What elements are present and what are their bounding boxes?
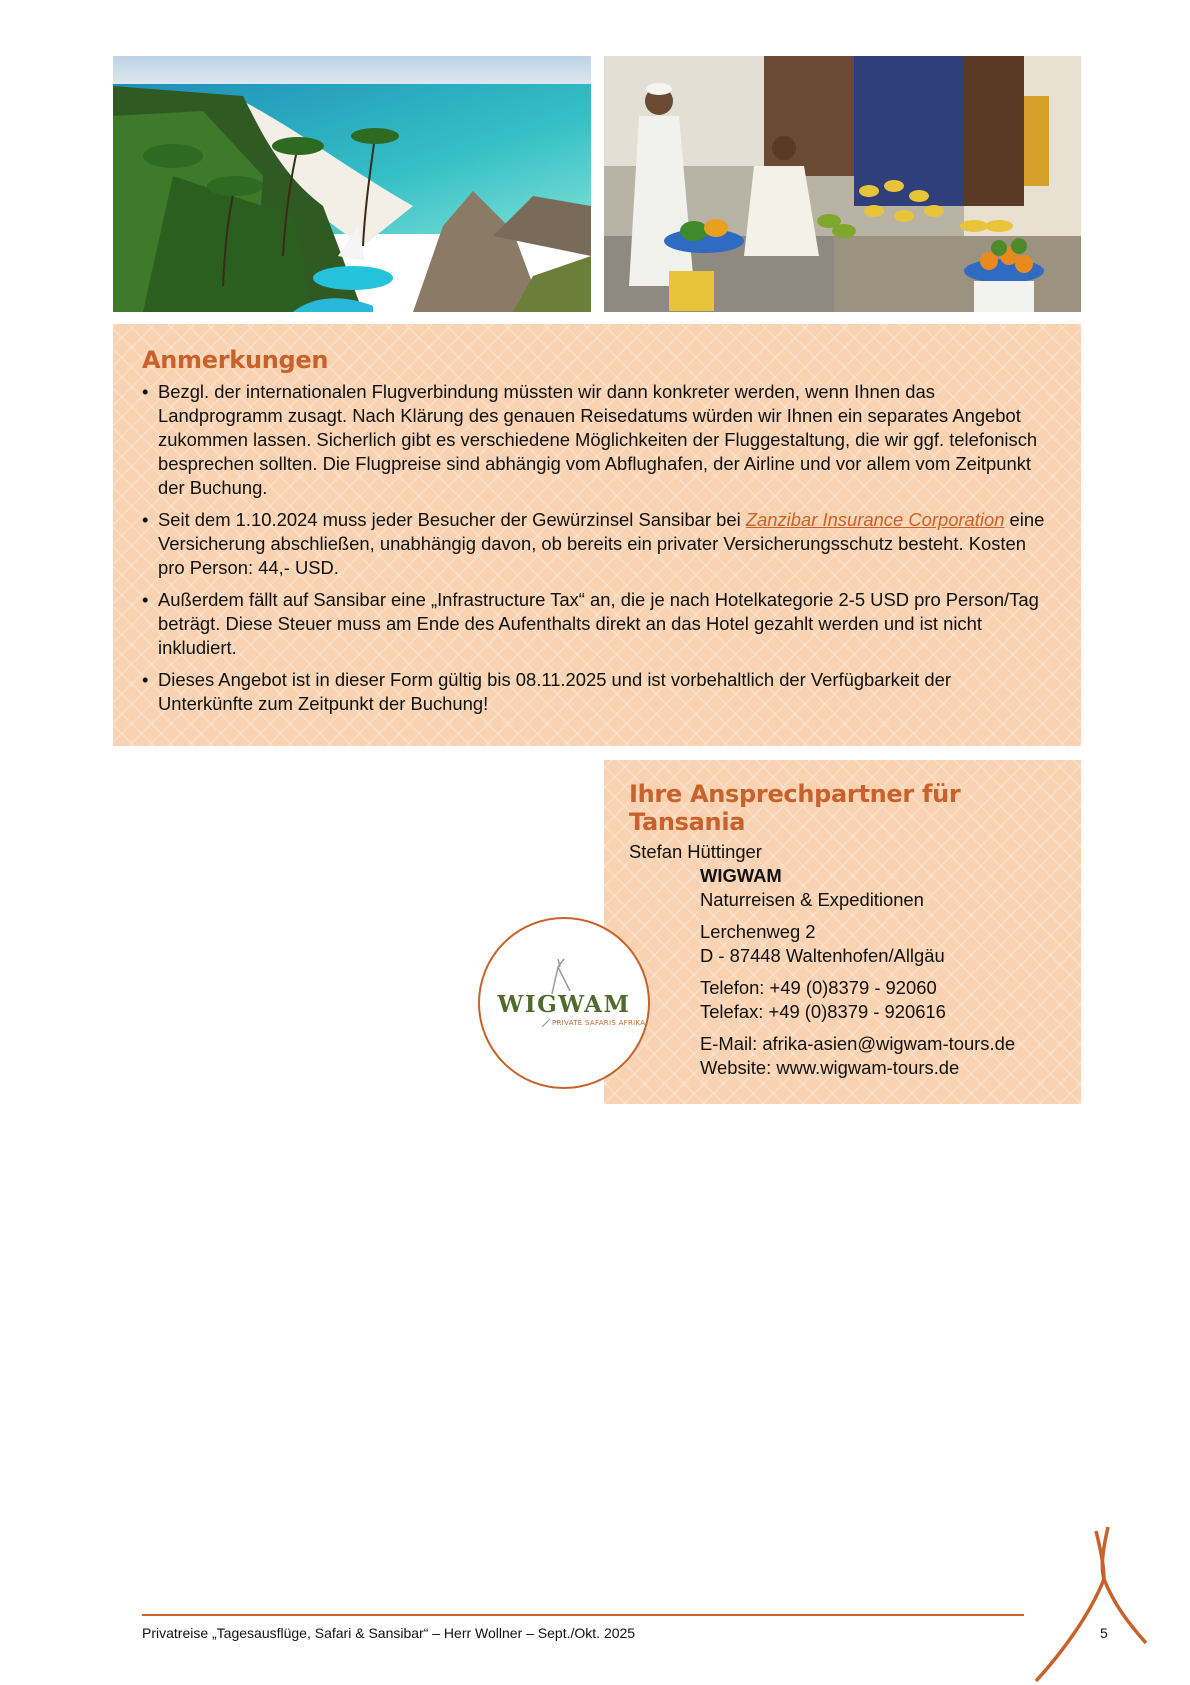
company-subtitle: Naturreisen & Expeditionen bbox=[700, 889, 924, 910]
notes-list bbox=[142, 380, 1051, 716]
page-number: 5 bbox=[1100, 1625, 1108, 1641]
wigwam-logo bbox=[478, 917, 650, 1089]
tent-pole-icon bbox=[1030, 1525, 1150, 1685]
fax: Telefax: +49 (0)8379 - 920616 bbox=[700, 1001, 946, 1022]
notes-heading: Anmerkungen bbox=[142, 346, 329, 374]
company-name: WIGWAM bbox=[700, 865, 782, 886]
contact-panel bbox=[604, 760, 1081, 1104]
footer-divider bbox=[142, 1614, 1024, 1616]
email[interactable]: E-Mail: afrika-asien@wigwam-tours.de bbox=[700, 1033, 1016, 1054]
city: D - 87448 Waltenhofen/Allgäu bbox=[700, 945, 945, 966]
footer-text: Privatreise „Tagesausflüge, Safari & Sansibar“ – Herr Wollner – Sept./Okt. 2025 bbox=[142, 1625, 636, 1641]
list-item bbox=[158, 508, 1051, 580]
website[interactable]: Website: www.wigwam-tours.de bbox=[700, 1057, 960, 1078]
logo-wordmark: WIGWAM bbox=[497, 991, 631, 1018]
street: Lerchenweg 2 bbox=[700, 921, 816, 942]
contact-person: Stefan Hüttinger bbox=[629, 841, 762, 862]
contact-address bbox=[700, 864, 1015, 1088]
zanzibar-insurance-link[interactable]: Zanzibar Insurance Corporation bbox=[745, 509, 1005, 530]
beach-resort-photo bbox=[113, 56, 591, 312]
phone: Telefon: +49 (0)8379 - 92060 bbox=[700, 977, 937, 998]
list-item: • Bezgl. der internationalen Flugverbindung müssten wir dann konkreter werden, wenn Ihnen das Landprogramm zusagt. Nach Klärung des genauen Reisedatums würden wir Ihnen ein separates Angebot zukommen lassen. Sicherlich gibt es verschiedene Möglichkeiten der Fluggestaltung, die wir ggf. telefonisch besprechen sollten. Die Flugpreise sind abhängig vom Abflughafen, der Airline und vor allem vom Zeitpunkt der Buchung. bbox=[158, 380, 1051, 500]
contact-heading: Ihre Ansprechpartner für Tansania bbox=[629, 780, 961, 836]
market-photo bbox=[604, 56, 1081, 312]
list-item-text: Seit dem 1.10.2024 muss jeder Besucher der Gewürzinsel Sansibar bei bbox=[158, 509, 746, 530]
logo-tagline: PRIVATE SAFARIS AFRIKA bbox=[552, 1019, 646, 1027]
notes-panel bbox=[113, 324, 1081, 746]
list-item: • Außerdem fällt auf Sansibar eine „Infrastructure Tax“ an, die je nach Hotelkategorie 2-5 USD pro Person/Tag beträgt. Diese Steuer muss am Ende des Aufenthalts direkt an das Hotel gezahlt werden und ist nicht inkludiert. bbox=[158, 588, 1051, 660]
list-item: • Dieses Angebot ist in dieser Form gültig bis 08.11.2025 und ist vorbehaltlich der Verfügbarkeit der Unterkünfte zum Zeitpunkt der Buchung! bbox=[158, 668, 1051, 716]
list-item-text: eine Versicherung abschließen, unabhängig davon, ob bereits ein privater Versicherungsschutz besteht. Kosten pro Person: 44,- USD. bbox=[158, 509, 1045, 578]
